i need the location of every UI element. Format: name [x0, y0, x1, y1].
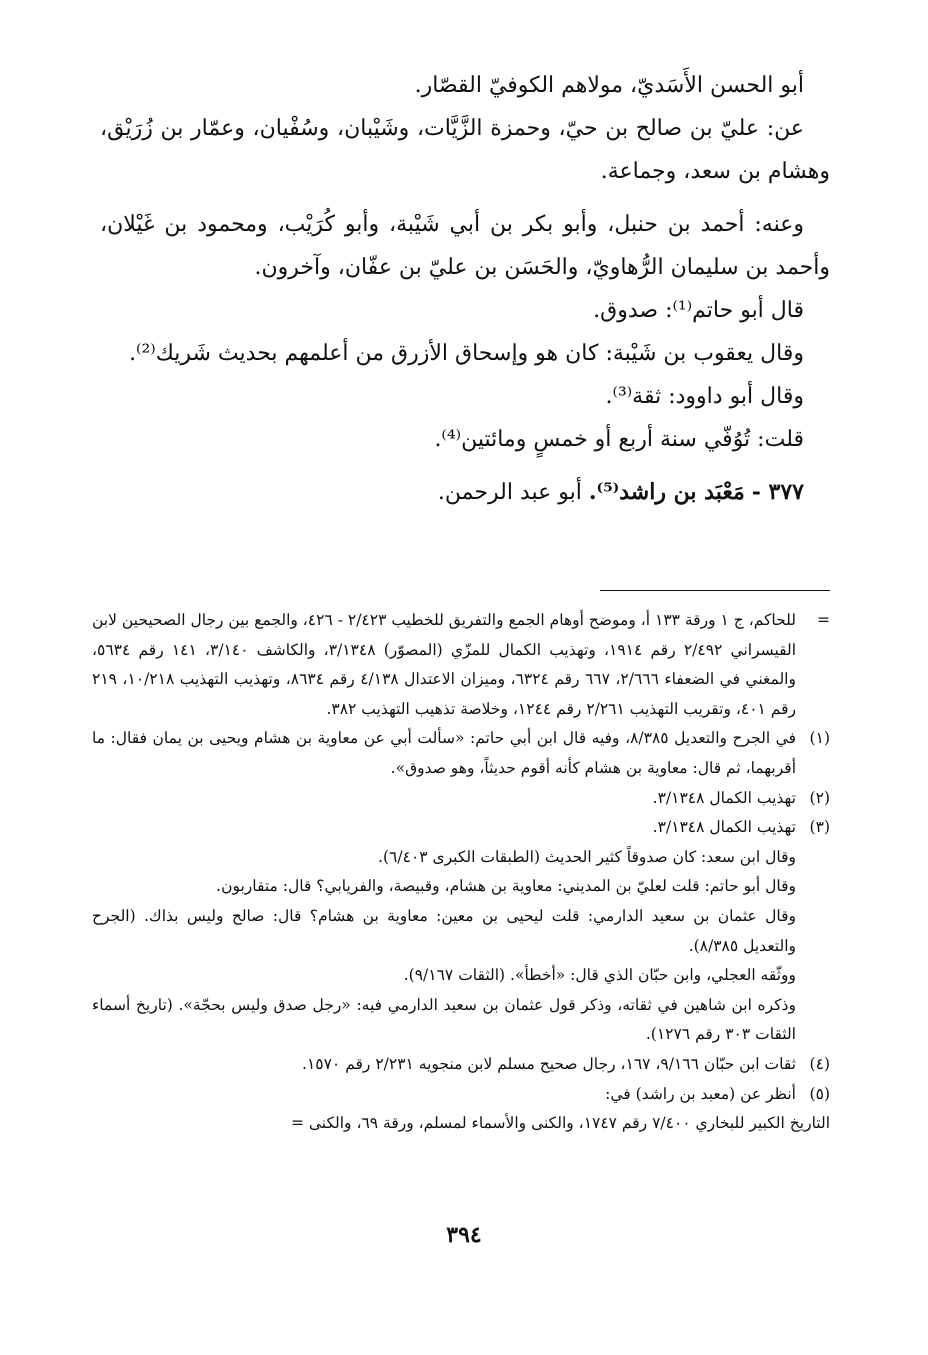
main-line-students: وعنه: أحمد بن حنبل، وأبو بكر بن أبي شَيْبة، وأبو كُرَيْب، ومحمود بن غَيْلان، وأحمد بن سليمان الرُّهاويّ، والحَسَن بن عليّ بن عفّان، وآخرون. [100, 212, 830, 280]
main-text [100, 64, 830, 514]
entry-heading [100, 471, 830, 514]
footnote-text: ثقات ابن حبّان ٩/١٦٦، ١٦٧، رجال صحيح مسلم لابن منجويه ٢/٢٣١ رقم ١٥٧٠. [302, 1054, 796, 1073]
footnote-5 [92, 1080, 830, 1110]
footnote-text: للحاكم، ج ١ ورقة ١٣٣ أ، وموضح أوهام الجمع والتفريق للخطيب ٢/٤٢٣ - ٤٢٦، والجمع بين رجال الصحيحين لابن القيسراني ٢/٤٩٢ رقم ١٩١٤، وتهذيب الكمال للمزّي (المصوّر) ٣/١٣٤٨، والكاشف ٣/١٤٠، ١٤١ رقم ٥٦٣٤، والمغني في الضعفاء ٢/٦٦٦، ٦٦٧ رقم ٦٣٢٤، وميزان الاعتدال ٤/١٣٨ رقم ٨٦٣٤، وتهذيب التهذيب ١٠/٢١٨، ٢١٩ رقم ٤٠١، وتقريب التهذيب ٢/٢٦١ رقم ١٢٤٤، وخلاصة تذهيب التهذيب ٣٨٢. [92, 611, 796, 718]
footnote-marker: (١) [809, 729, 830, 748]
footnote-4 [92, 1050, 830, 1080]
footnote-text: في الجرح والتعديل ٨/٣٨٥، وفيه قال ابن أبي حاتم: «سألت أبي عن معاوية بن هشام ويحيى بن يمان فقال: ما أقربهما، ثم قال: معاوية بن هشام كأنه أقوم حديثاً، وهو صدوق». [92, 729, 797, 777]
footnote-1 [92, 724, 830, 783]
main-line-kunya: أبو الحسن الأَسَديّ، مولاهم الكوفيّ القصّار. [414, 73, 804, 98]
entry-number: ٣٧٧ - [751, 479, 804, 505]
footnotes [92, 606, 830, 1139]
entry-name: مَعْبَد بن راشد⁽⁵⁾. [588, 479, 745, 505]
footnote-subline: وقال أبو حاتم: قلت لعليّ بن المديني: معاوية بن هشام، وقبيصة، والفريابي؟ قال: متقاربون. [216, 877, 796, 896]
footnote-continuation [92, 606, 830, 724]
footnote-marker: (٥) [809, 1084, 830, 1103]
main-line-abu-dawud: وقال أبو داوود: ثقة⁽³⁾. [605, 384, 804, 409]
footnote-subline: وقال ابن سعد: كان صدوقاً كثير الحديث (الطبقات الكبرى ٦/٤٠٣). [378, 847, 796, 866]
entry-kunya: أبو عبد الرحمن. [437, 480, 582, 505]
footnote-subline: وقال عثمان بن سعيد الدارمي: قلت ليحيى بن معين: معاوية بن هشام؟ قال: صالح وليس بذاك. (الجرح والتعديل ٨/٣٨٥). [92, 906, 796, 955]
footnote-3-details [92, 843, 830, 1050]
footnote-marker: = [817, 611, 830, 629]
main-line-yaqub: وقال يعقوب بن شَيْبة: كان هو وإسحاق الأزرق من أعلمهم بحديث شَريك⁽²⁾. [129, 341, 804, 366]
main-line-teachers: عن: عليّ بن صالح بن حيّ، وحمزة الزَّيَّات، وشَيْبان، وسُفْيان، وعمّار بن زُرَيْق، وهشام بن سعد، وجماعة. [100, 116, 830, 184]
footnote-marker: (٣) [809, 818, 830, 837]
footnote-divider [600, 590, 830, 591]
footnote-subline: ووثّقه العجلي، وابن حبّان الذي قال: «أخطأ». (الثقات ٩/١٦٧). [403, 966, 796, 985]
footnote-text: أنظر عن (معبد بن راشد) في: [605, 1084, 796, 1103]
footnote-2 [92, 784, 830, 814]
footnote-text: تهذيب الكمال ٣/١٣٤٨. [652, 788, 796, 807]
footnote-subline: وذكره ابن شاهين في ثقاته، وذكر قول عثمان بن سعيد الدارمي فيه: «رجل صدق وليس بحجّة». (تاريخ أسماء الثقات ٣٠٣ رقم ١٢٧٦). [92, 995, 796, 1044]
footnote-subline: التاريخ الكبير للبخاري ٧/٤٠٠ رقم ١٧٤٧، والكنى والأسماء لمسلم، ورقة ٦٩، والكنى = [290, 1114, 830, 1133]
footnote-marker: (٤) [809, 1054, 830, 1073]
footnote-5-details [92, 1109, 830, 1139]
footnote-3 [92, 813, 830, 843]
page-number: ٣٩٤ [446, 1222, 482, 1248]
main-line-death: قلت: تُوُفّي سنة أربع أو خمسٍ ومائتين⁽⁴⁾. [434, 427, 804, 452]
main-line-abu-hatim: قال أبو حاتم⁽¹⁾: صدوق. [593, 298, 804, 323]
footnote-marker: (٢) [809, 788, 830, 807]
footnote-text: تهذيب الكمال ٣/١٣٤٨. [652, 818, 796, 837]
